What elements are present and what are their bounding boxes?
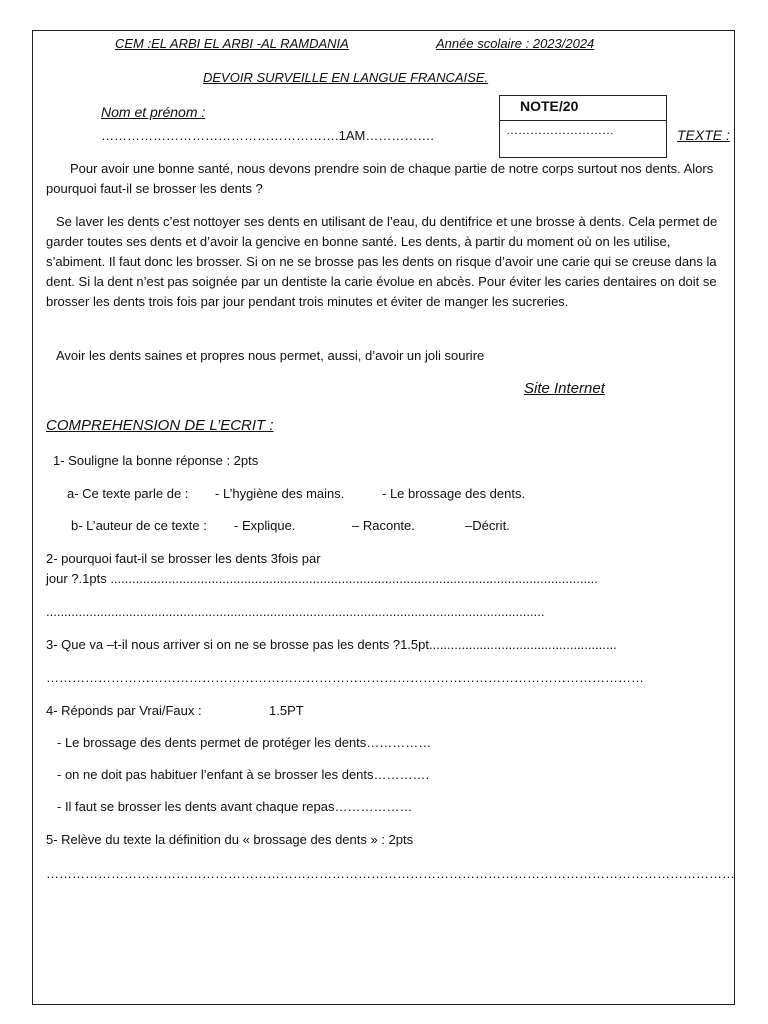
question-1a-prompt: a- Ce texte parle de : [67,486,189,501]
question-1b-option-3[interactable]: –Décrit. [465,518,510,533]
comprehension-heading: COMPREHENSION DE L’ECRIT : [46,417,274,434]
paragraph-1: Pour avoir une bonne santé, nous devons prendre soin de chaque partie de notre corps surtout nos dents. Alors pourquoi faut-il se brosser les dents ? [46,161,714,196]
school-name: CEM :EL ARBI EL ARBI -AL RAMDANIA [115,36,349,51]
question-2: 2- pourquoi faut-il se brosser les dents 3fois par [46,551,321,566]
statement-2[interactable]: - on ne doit pas habituer l’enfant à se brosser les dents…………. [57,767,430,782]
grade-field[interactable]: ……………………… [506,123,614,137]
question-1a-option-2[interactable]: - Le brossage des dents. [382,486,526,501]
question-5-answer[interactable]: …………………………………………………………………………………………………………………………………………… [46,866,735,881]
paragraph-2: Se laver les dents c’est nottoyer ses dents en utilisant de l’eau, du dentifrice et une brosse à dents. Cela permet de garder toutes ses dents et d’avoir la gencive en bonne santé. Les dents, à partir du moment où on les utilise, s’abiment. Il faut donc les brosser. Si on ne se brosse pas les dents on risque d’avoir une carie qui se creuse dans la dent. Si la dent n’est pas soignée par un dentiste la carie évolue en abcès. Pour éviter les caries dentaires on doit se brosser les dents trois fois par jour pendant trois minutes et éviter de manger les sucreries. [46,214,718,309]
question-1b-option-2[interactable]: – Raconte. [352,518,415,533]
paragraph-3: Avoir les dents saines et propres nous permet, aussi, d’avoir un joli sourire [56,348,485,363]
question-3[interactable]: 3- Que va –t-il nous arriver si on ne se brosse pas les dents ?1.5pt.................................................... [46,637,617,652]
exam-title: DEVOIR SURVEILLE EN LANGUE FRANCAISE. [203,70,489,85]
question-1b-prompt: b- L’auteur de ce texte : [71,518,207,533]
name-label: Nom et prénom : [101,104,206,120]
question-4: 4- Réponds par Vrai/Faux : [46,703,202,718]
question-3-answer[interactable]: ………………………………………………………………………………………………………………………… [46,670,644,685]
question-2-line-2[interactable]: jour ?.1pts ....................................................................................................................................... [46,571,598,586]
school-year: Année scolaire : 2023/2024 [436,36,595,51]
name-field[interactable]: ……………………………………………….1AM……………. [101,128,434,143]
grade-label: NOTE/20 [520,98,579,114]
source-label: Site Internet [524,380,605,397]
question-4-points: 1.5PT [269,703,304,718]
question-1: 1- Souligne la bonne réponse : 2pts [53,453,259,468]
statement-3[interactable]: - Il faut se brosser les dents avant chaque repas……………… [57,799,413,814]
text-label: TEXTE : [677,127,730,143]
grade-box [499,95,667,158]
question-5: 5- Relève du texte la définition du « brossage des dents » : 2pts [46,832,414,847]
question-2-answer[interactable]: .......................................................................................................................................... [46,604,545,619]
statement-1[interactable]: - Le brossage des dents permet de protéger les dents…………… [57,735,432,750]
grade-divider [500,120,666,121]
question-1b-option-1[interactable]: - Explique. [234,518,296,533]
question-1a-option-1[interactable]: - L’hygiène des mains. [215,486,345,501]
